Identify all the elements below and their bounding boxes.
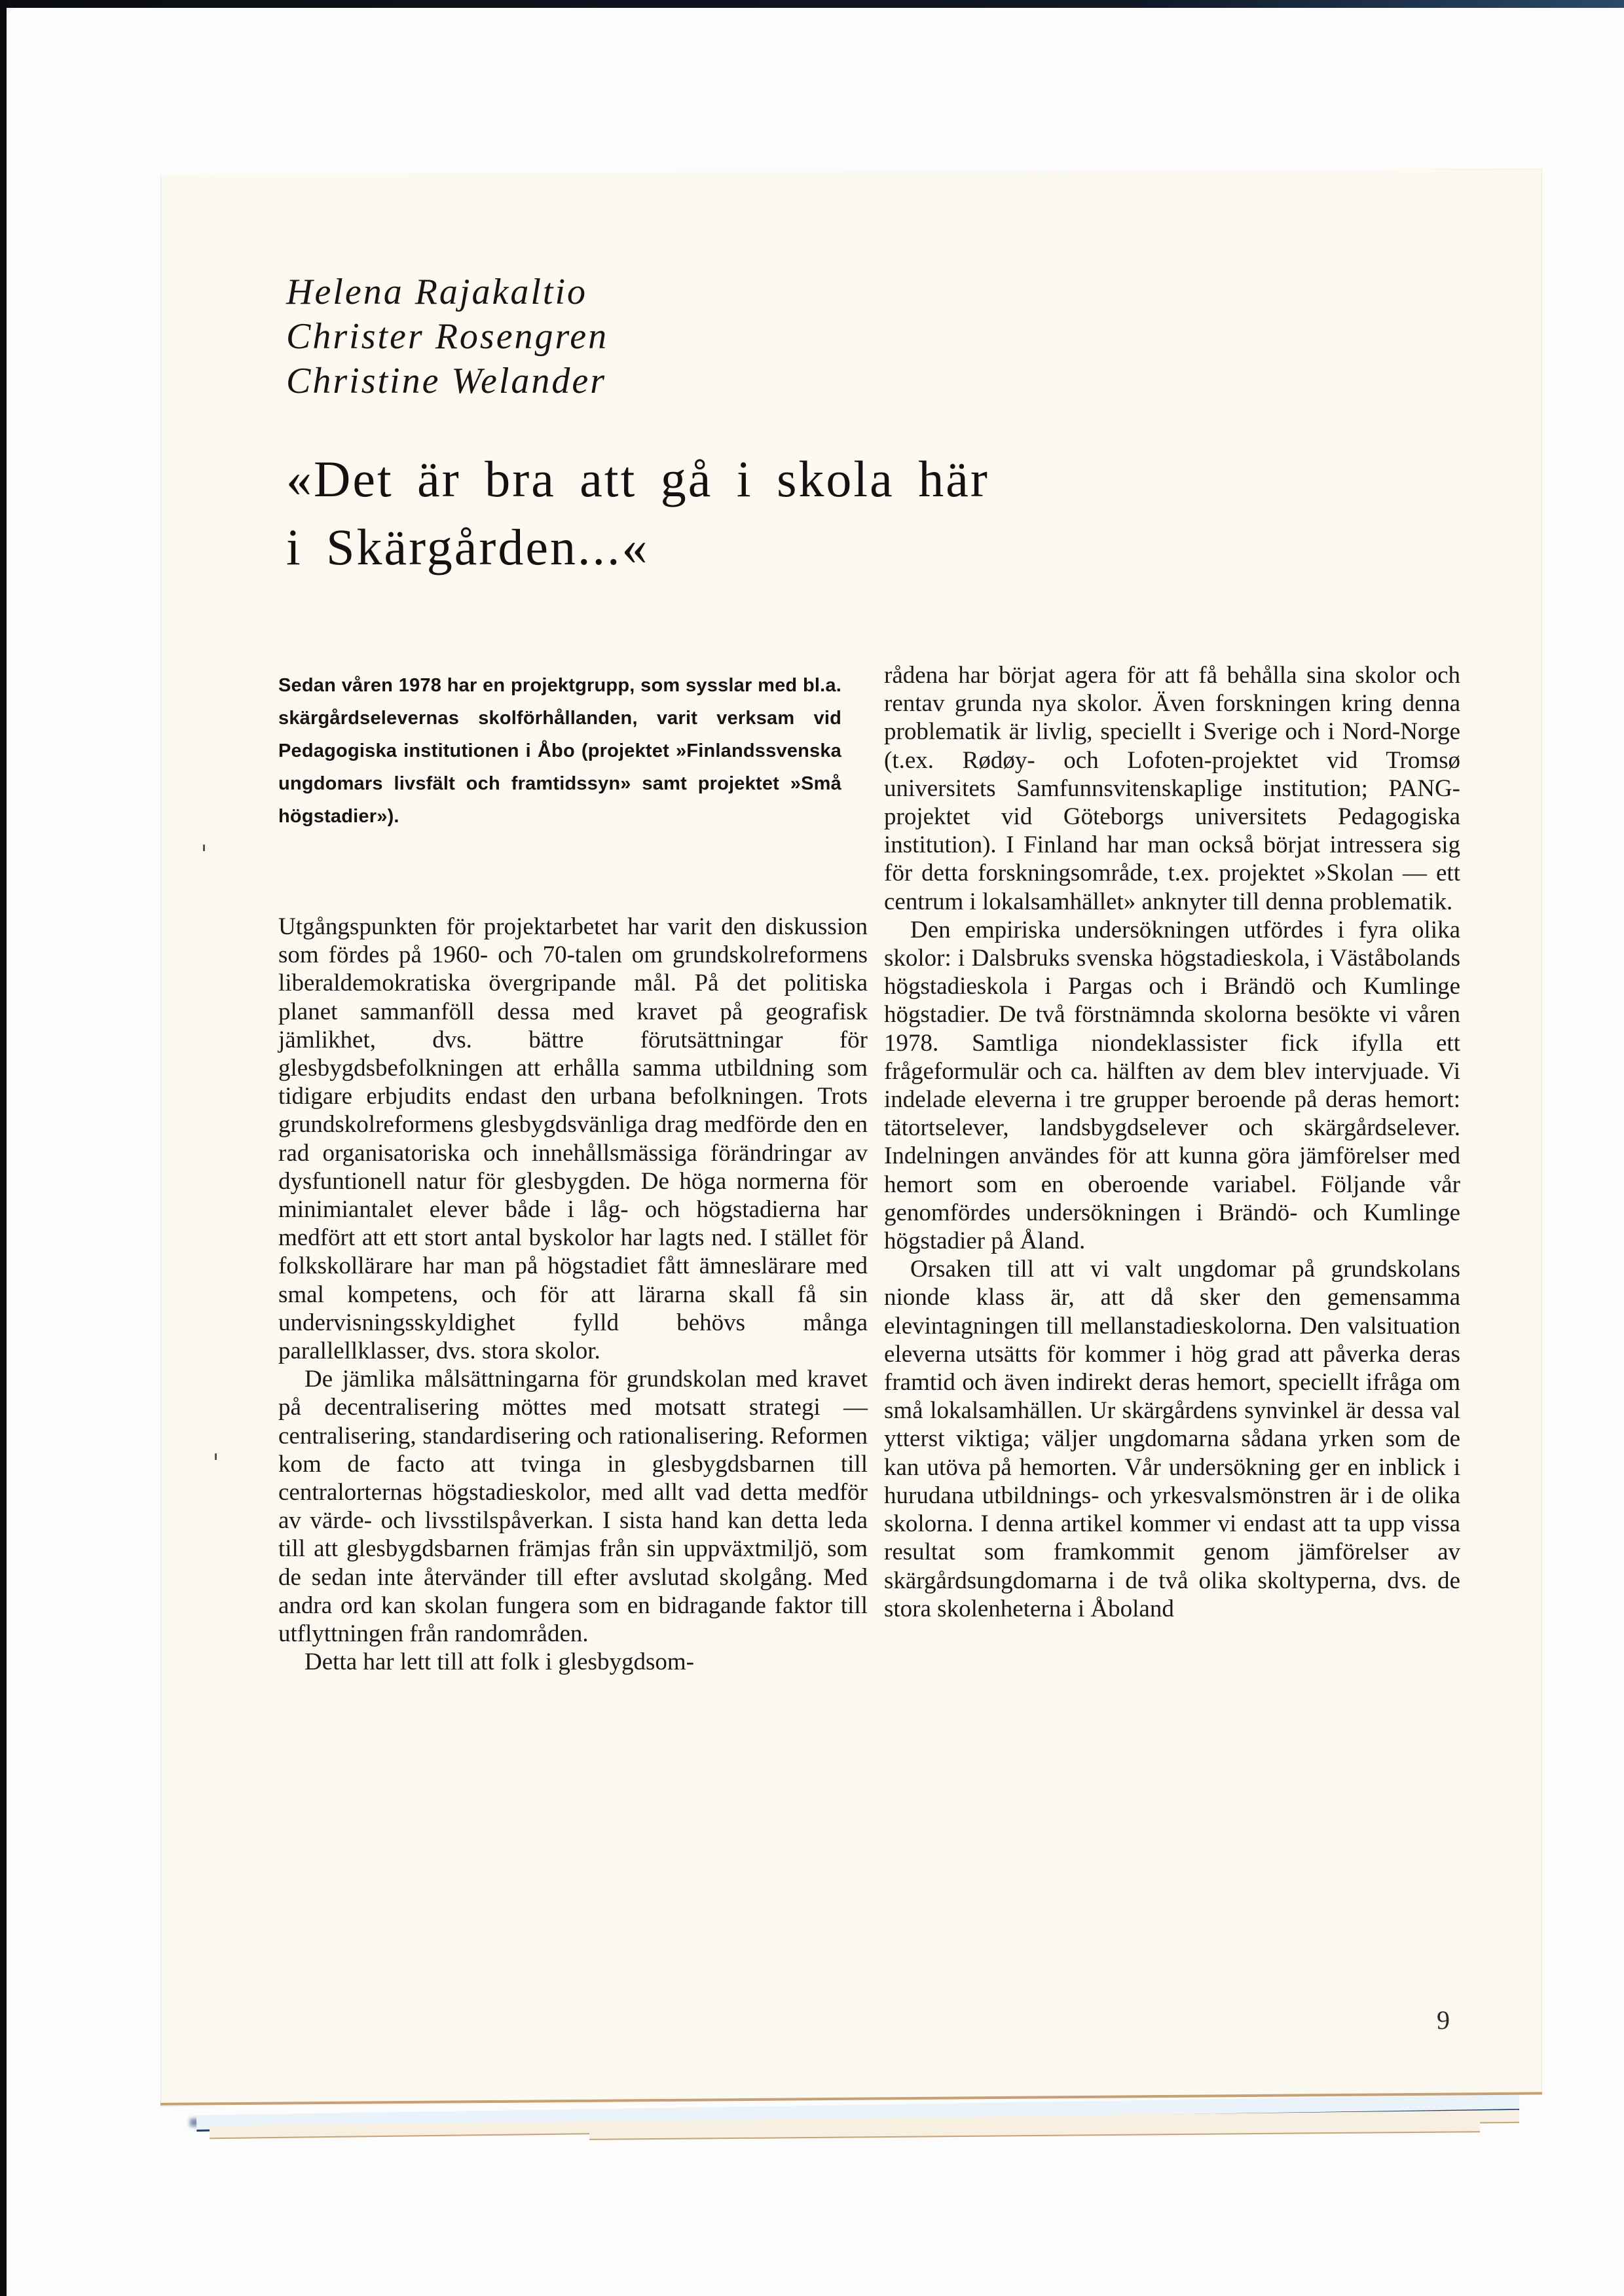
title-line: «Det är bra att gå i skola här	[286, 450, 989, 507]
title-line: i Skärgården...«	[286, 519, 650, 575]
article-title	[286, 445, 989, 581]
page-number: 9	[1437, 2005, 1450, 2035]
margin-speck	[215, 1453, 217, 1460]
body-paragraph: Detta har lett till att folk i glesbygdsom-	[304, 1649, 694, 1676]
author-name: Christer Rosengren	[286, 316, 609, 357]
author-name: Helena Rajakaltio	[286, 272, 588, 312]
body-paragraph: Utgångspunkten för projektarbetet har varit den diskussion som fördes på 1960- och 70-talen om grundskolreformens liberaldemokratiska övergripande mål. På det politiska planet sammanföll dessa med kravet på geografisk jämlikhet, dvs. bättre förutsättningar för glesbygdsbefolkningen att erhålla samma utbildning som tidigare erbjudits endast den urbana befolkningen. Trots grundskolreformens glesbygdsvänliga drag medförde den en rad organisatoriska och innehållsmässiga förändringar av dysfuntionell natur för glesbygden. De höga normerna för minimiantalet elever både i låg- och högstadierna har medfört att ett stort antal byskolor har lagts ned. I stället för folkskollärare har man på högstadiet fått ämneslärare med smal kompetens, och för att lärarna skall få sin undervisningsskyldighet fylld behövs många parallellklasser, dvs. stora skolor.	[278, 913, 868, 1365]
author-name: Christine Welander	[286, 361, 607, 401]
body-paragraph: rådena har börjat agera för att få behålla sina skolor och rentav grunda nya skolor. Även forskningen kring denna problematik är livlig, speciellt i Sverige och i Nord-Norge (t.ex. Rødøy- och Lofoten-projektet vid Tromsø universitets Samfunnsvitenskaplige institution; PANG-projektet vid Göteborgs universitets Pedagogiska institution). I Finland har man också börjat intressera sig för detta forskningsområde, t.ex. projektet »Skolan — ett centrum i lokalsamhället» anknyter till denna problematik.	[884, 662, 1460, 915]
scanner-top-edge	[0, 0, 1624, 8]
left-column	[278, 661, 894, 1676]
right-column	[884, 661, 1500, 1623]
right-column-body	[884, 661, 1460, 1623]
left-column-body	[278, 913, 868, 1676]
margin-speck	[203, 845, 205, 851]
ingress-paragraph: Sedan våren 1978 har en projektgrupp, som sysslar med bl.a. skärgårdselevernas skolförhållanden, varit verksam vid Pedagogiska institutionen i Åbo (projektet »Finlandssvenska ungdomars livsfält och framtidssyn» samt projektet »Små högstadier»).	[278, 675, 841, 827]
author-list	[286, 270, 608, 403]
scanner-left-edge	[0, 0, 7, 2296]
body-paragraph: Orsaken till att vi valt ungdomar på grundskolans nionde klass är, att då sker den gemensamma elevintagningen till mellanstadieskolorna. Den valsituation eleverna utsätts för kommer i hög grad att påverka deras framtid och även indirekt deras hemort, speciellt ifråga om små lokalsamhällen. Ur skärgårdens synvinkel är dessa val ytterst viktiga; väljer ungdomarna sådana yrken som de kan utöva på hemorten. Vår undersökning ger en inblick i hurudana utbildnings- och yrkesvalsmönstren är i de olika skolorna. I denna artikel kommer vi endast att ta upp vissa resultat som framkommit genom jämförelser av skärgårdsungdomarna i de två olika skoltyperna, dvs. de stora skolenheterna i Åboland	[884, 1256, 1460, 1622]
body-paragraph: De jämlika målsättningarna för grundskolan med kravet på decentralisering möttes med motsatt strategi — centralisering, standardisering och rationalisering. Reformen kom de facto att tvinga in glesbygdsbarnen till centralorternas högstadieskolor, med allt vad detta medför av värde- och livsstilspåverkan. I sista hand kan detta leda till att glesbygdsbarnen främjas från sin uppväxtmiljö, som de sedan inte återvänder till efter avslutad skolgång. Med andra ord kan skolan fungera som en bidragande faktor till utflyttningen från randområden.	[278, 1366, 868, 1648]
body-paragraph: Den empiriska undersökningen utfördes i fyra olika skolor: i Dalsbruks svenska högstadieskola, i Väståbolands högstadieskola i Pargas och i Brändö och Kumlinge högstadier. De två förstnämnda skolorna besökte vi våren 1978. Samtliga niondeklassister fick ifylla ett frågeformulär och ca. hälften av dem blev intervjuade. Vi indelade eleverna i tre grupper beroende på deras hemort: tätortselever, landsbygdselever och skärgårdselever. Indelningen användes för att kunna göra jämförelser med hemort som en oberoende variabel. Följande vår genomfördes undersökningen i Brändö- och Kumlinge högstadier på Åland.	[884, 916, 1460, 1255]
